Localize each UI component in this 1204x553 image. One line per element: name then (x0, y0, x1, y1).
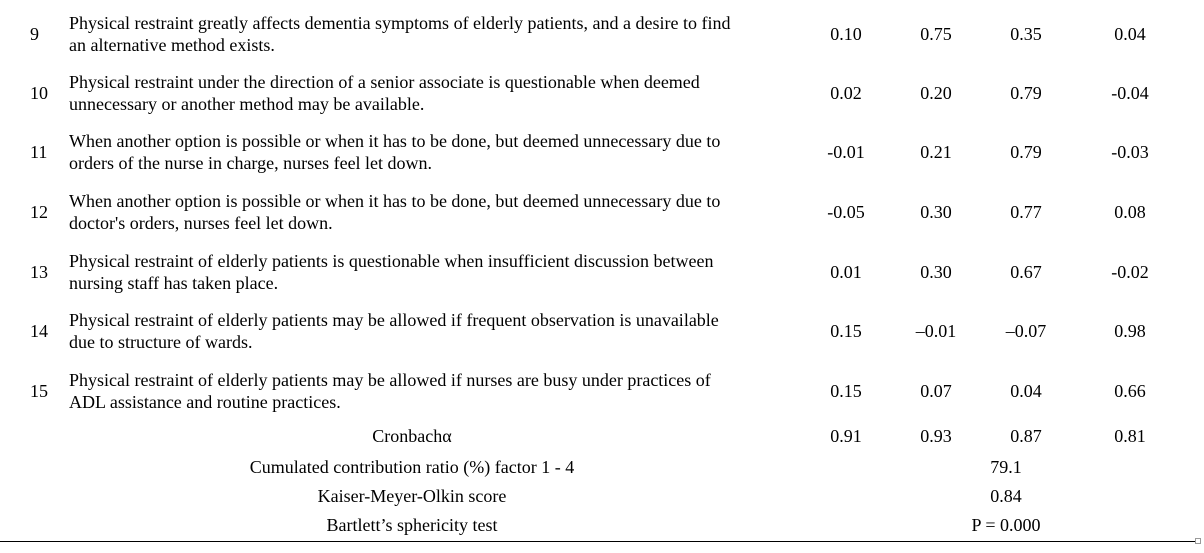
description-line-1: When another option is possible or when it has to be done, but deemed unnecessary due to (69, 191, 721, 211)
item-number: 12 (30, 202, 48, 222)
description-line-2: doctor's orders, nurses feel let down. (69, 213, 333, 233)
description-line-1: Physical restraint of elderly patients may be allowed if frequent observation is unavailable (69, 310, 719, 330)
factor-2-value: 0.21 (920, 142, 952, 162)
factor-2-cronbach: 0.93 (920, 426, 952, 446)
item-description (69, 12, 802, 56)
factor-1-value: 0.15 (830, 321, 862, 341)
factor-1-value: 0.01 (830, 262, 862, 282)
item-description (69, 250, 802, 294)
factor-3-value: 0.04 (1010, 381, 1042, 401)
factor-4-cronbach: 0.81 (1114, 426, 1146, 446)
summary-label: Bartlett’s sphericity test (326, 515, 498, 535)
table-bottom-rule (0, 541, 1196, 542)
item-description (69, 309, 802, 353)
factor-3-value: 0.35 (1010, 24, 1042, 44)
rule-end-marker (1195, 538, 1201, 544)
factor-2-value: –0.01 (915, 321, 957, 341)
factor-4-value: -0.03 (1111, 142, 1149, 162)
cronbach-label: Cronbachα (372, 426, 452, 446)
factor-2-value: 0.30 (920, 262, 952, 282)
factor-3-value: 0.79 (1010, 83, 1042, 103)
factor-1-value: -0.01 (827, 142, 865, 162)
summary-value: 79.1 (990, 457, 1022, 477)
item-number: 14 (30, 321, 48, 341)
factor-1-value: 0.10 (830, 24, 862, 44)
summary-label: Kaiser-Meyer-Olkin score (317, 486, 507, 506)
factor-3-value: 0.67 (1010, 262, 1042, 282)
factor-4-value: -0.04 (1111, 83, 1149, 103)
description-line-1: Physical restraint of elderly patients is questionable when insufficient discussion between (69, 251, 714, 271)
item-description (69, 190, 802, 234)
factor-4-value: 0.04 (1114, 24, 1146, 44)
factor-4-value: 0.08 (1114, 202, 1146, 222)
factor-1-cronbach: 0.91 (830, 426, 862, 446)
factor-2-value: 0.30 (920, 202, 952, 222)
description-line-2: ADL assistance and routine practices. (69, 392, 341, 412)
factor-1-value: 0.15 (830, 381, 862, 401)
item-number: 9 (30, 24, 39, 44)
factor-3-value: –0.07 (1005, 321, 1047, 341)
description-line-2: nursing staff has taken place. (69, 273, 279, 293)
factor-3-value: 0.77 (1010, 202, 1042, 222)
factor-1-value: 0.02 (830, 83, 862, 103)
item-number: 15 (30, 381, 48, 401)
description-line-1: Physical restraint greatly affects dementia symptoms of elderly patients, and a desire to find (69, 13, 731, 33)
item-number: 10 (30, 83, 48, 103)
factor-4-value: -0.02 (1111, 262, 1149, 282)
description-line-2: unnecessary or another method may be available. (69, 94, 425, 114)
factor-3-value: 0.79 (1010, 142, 1042, 162)
item-number: 11 (30, 142, 48, 162)
item-description (69, 130, 802, 174)
factor-2-value: 0.07 (920, 381, 952, 401)
description-line-1: When another option is possible or when it has to be done, but deemed unnecessary due to (69, 131, 721, 151)
factor-3-cronbach: 0.87 (1010, 426, 1042, 446)
item-description (69, 369, 802, 413)
description-line-2: due to structure of wards. (69, 332, 253, 352)
item-description (69, 71, 802, 115)
factor-4-value: 0.66 (1114, 381, 1146, 401)
summary-value: P = 0.000 (971, 515, 1041, 535)
description-line-1: Physical restraint of elderly patients may be allowed if nurses are busy under practices of (69, 370, 711, 390)
description-line-2: an alternative method exists. (69, 35, 275, 55)
summary-value: 0.84 (990, 486, 1022, 506)
factor-4-value: 0.98 (1114, 321, 1146, 341)
summary-label: Cumulated contribution ratio (%) factor 1 - 4 (249, 457, 575, 477)
factor-2-value: 0.75 (920, 24, 952, 44)
item-number: 13 (30, 262, 48, 282)
factor-2-value: 0.20 (920, 83, 952, 103)
description-line-2: orders of the nurse in charge, nurses feel let down. (69, 153, 433, 173)
description-line-1: Physical restraint under the direction of a senior associate is questionable when deemed (69, 72, 700, 92)
factor-1-value: -0.05 (827, 202, 865, 222)
